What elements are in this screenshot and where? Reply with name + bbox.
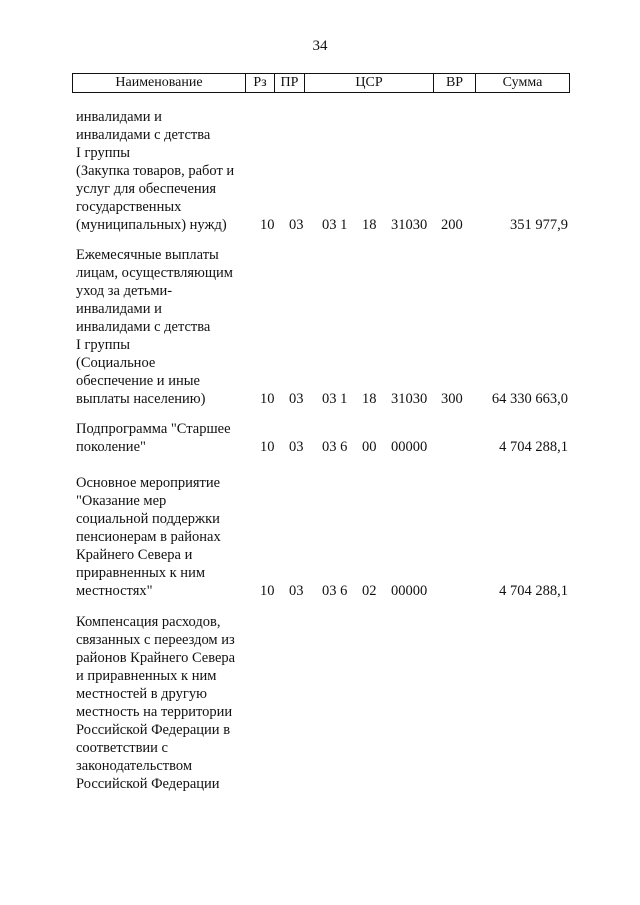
row-sum: 4 704 288,1 bbox=[499, 583, 568, 599]
row-name: инвалидами и инвалидами с детства I группы (Закупка товаров, работ и услуг для обеспечения государственных (муниципальных) нужд) bbox=[76, 109, 235, 233]
row-rz: 10 bbox=[260, 217, 275, 233]
row-name: Подпрограмма "Старшее поколение" bbox=[76, 421, 231, 455]
row-rz: 10 bbox=[260, 583, 275, 599]
header-name: Наименование bbox=[73, 74, 246, 92]
row-pr: 03 bbox=[289, 439, 304, 455]
row-pr: 03 bbox=[289, 217, 304, 233]
row-name: Компенсация расходов, связанных с переездом из районов Крайнего Севера и приравненных к ним местностей в другую местность на территории Российской Федерации в соответствии с законодательством Российской Федерации bbox=[76, 614, 236, 792]
row-pr: 03 bbox=[289, 583, 304, 599]
row-name: Основное мероприятие "Оказание мер социальной поддержки пенсионерам в районах Крайнего Севера и приравненных к ним местностях" bbox=[76, 475, 221, 599]
row-sum: 4 704 288,1 bbox=[499, 439, 568, 455]
row-csr-direction: 00000 bbox=[391, 583, 428, 599]
header-vr: ВР bbox=[434, 74, 476, 92]
row-rz: 10 bbox=[260, 391, 275, 407]
row-csr-event: 18 bbox=[362, 217, 377, 233]
header-sum: Сумма bbox=[502, 75, 543, 90]
row-csr-direction: 31030 bbox=[391, 391, 428, 407]
row-csr-program: 03 6 bbox=[322, 583, 348, 599]
row-csr-direction: 31030 bbox=[391, 217, 428, 233]
header-rz: Рз bbox=[246, 74, 275, 92]
row-rz: 10 bbox=[260, 439, 275, 455]
row-csr-event: 18 bbox=[362, 391, 377, 407]
row-vr: 300 bbox=[441, 391, 463, 407]
header-pr: ПР bbox=[275, 74, 305, 92]
row-sum: 351 977,9 bbox=[510, 217, 568, 233]
table-header bbox=[72, 73, 570, 93]
row-pr: 03 bbox=[289, 391, 304, 407]
row-csr-program: 03 6 bbox=[322, 439, 348, 455]
row-vr: 200 bbox=[441, 217, 463, 233]
row-name: Ежемесячные выплаты лицам, осуществляющим уход за детьми- инвалидами и инвалидами с детства I группы (Социальное обеспечение и иные выплаты населению) bbox=[76, 247, 233, 407]
row-csr-program: 03 1 bbox=[322, 217, 348, 233]
header-csr: ЦСР bbox=[305, 74, 434, 92]
row-csr-event: 02 bbox=[362, 583, 377, 599]
row-csr-direction: 00000 bbox=[391, 439, 428, 455]
row-sum: 64 330 663,0 bbox=[491, 391, 568, 407]
row-csr-program: 03 1 bbox=[322, 391, 348, 407]
row-csr-event: 00 bbox=[362, 439, 377, 455]
page-number: 34 bbox=[312, 38, 328, 54]
